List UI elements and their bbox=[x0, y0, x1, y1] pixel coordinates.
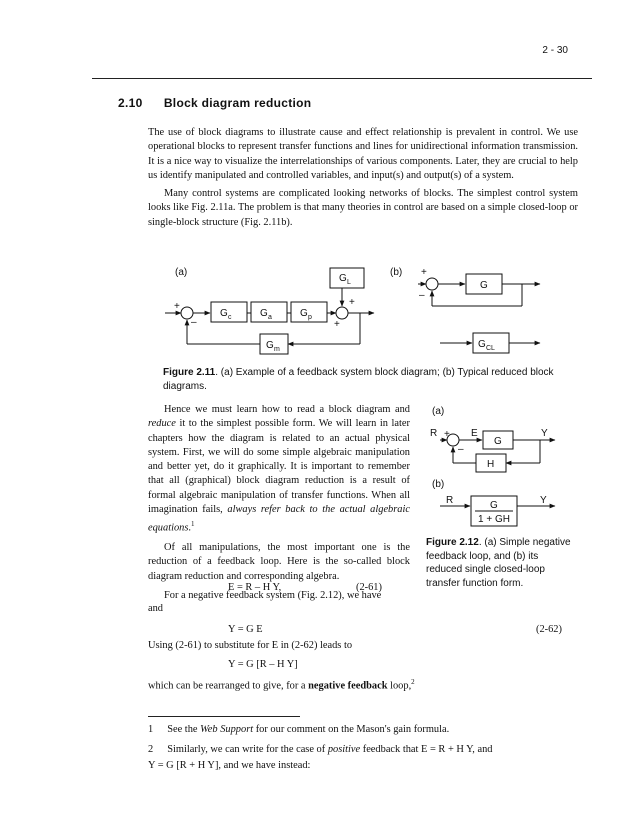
ga-sub: a bbox=[268, 314, 272, 321]
footnote-2-number: 2 bbox=[148, 744, 154, 755]
gl-label: G bbox=[339, 273, 347, 284]
intro-paragraph-2: Many control systems are complicated looking networks of blocks. The simplest control system looks like Fig. 2.11a. The problem is that many theories in control are based on a simple closed-loop or single-block structure (Fig. 2.11b). bbox=[148, 188, 578, 228]
g-label-212: G bbox=[494, 436, 502, 447]
equation-2-61-number: (2-61) bbox=[356, 582, 382, 593]
intro-text bbox=[148, 126, 578, 230]
g-label-b: G bbox=[490, 500, 498, 511]
footnote-rule bbox=[148, 716, 300, 717]
ga-label: G bbox=[260, 308, 268, 319]
footnote-1: 1 See the Web Support for our comment on the Mason's gain formula. bbox=[148, 724, 450, 735]
fig211-label-a: (a) bbox=[175, 267, 188, 278]
gm-label: G bbox=[266, 340, 274, 351]
sign-plus: + bbox=[174, 301, 180, 312]
paragraph-3: Hence we must learn how to read a block diagram and reduce it to the simplest possible form. We will learn in later chapters how the diagram is related to an actual physical system. First, we will do some simple algebraic manipulation and better yet, do it graphically. It is important to remember that all (graphical) block diagram reduction is a result of formal algebraic manipulation of transfer functions. When all imagination fails, always refer back to the actual algebraic equations.$^1$ bbox=[148, 404, 410, 534]
fig212-label-b: (b) bbox=[432, 479, 445, 490]
negative-feedback-bold: negative feedback bbox=[308, 680, 388, 692]
summing-junction-2 bbox=[336, 307, 348, 319]
footnote-2: 2 Similarly, we can write for the case of positive feedback that E = R + H Y, and Y = G [R + H Y], and we have instead: bbox=[148, 744, 493, 771]
summing-junction-b bbox=[426, 278, 438, 290]
equation-2-62-number: (2-62) bbox=[536, 624, 562, 635]
sign-plus: + bbox=[444, 429, 450, 440]
equation-2-62: Y = G E bbox=[228, 624, 263, 635]
fig212-label-a: (a) bbox=[432, 406, 445, 417]
sign-plus: + bbox=[421, 267, 427, 278]
h-label-212: H bbox=[487, 459, 495, 470]
header-rule bbox=[92, 78, 592, 79]
equation-2-61: E = R – H Y, bbox=[228, 582, 282, 593]
footnote-ref-2[interactable]: 2 bbox=[411, 678, 415, 686]
footnote-1-number: 1 bbox=[148, 724, 154, 735]
sign-plus: + bbox=[349, 297, 355, 308]
gl-sub: L bbox=[347, 279, 351, 286]
sign-minus: – bbox=[419, 290, 425, 301]
e-label: E bbox=[471, 428, 478, 439]
figure-2-12-caption bbox=[426, 536, 576, 590]
gm-sub: m bbox=[274, 346, 280, 353]
web-support-link[interactable]: Web Support bbox=[200, 724, 254, 735]
section-title: Block diagram reduction bbox=[163, 96, 312, 110]
r-label: R bbox=[430, 428, 438, 439]
g-label: G bbox=[480, 280, 488, 291]
section-number: 2.10 bbox=[118, 96, 143, 110]
paragraph-4: Of all manipulations, the most important one is the reduction of a feedback loop. Here is the so-called block diagram reduction and corresponding algebra. bbox=[148, 542, 410, 582]
fig212-caption-text: . (a) Simple negative feedback loop, and (b) its reduced single closed-loop transfer function form. bbox=[426, 537, 571, 589]
paragraph-6: Using (2-61) to substitute for E in (2-62) leads to bbox=[148, 640, 353, 651]
fig211-label-b: (b) bbox=[390, 267, 403, 278]
gc-label: G bbox=[220, 308, 228, 319]
y-label: Y bbox=[541, 428, 548, 439]
intro-paragraph-1: The use of block diagrams to illustrate cause and effect relationship is prevalent in control. We use operational blocks to represent transfer functions and lines for unidirectional information transmission. It is a nice way to visualize the interrelationships of various components. Later, they are crucial to help us identify manipulated and controlled variables, and input(s) and output(s) of a system. bbox=[148, 127, 578, 181]
figure-2-12-diagram bbox=[0, 400, 638, 535]
figure-2-11-caption bbox=[163, 366, 563, 393]
and-text: and bbox=[148, 603, 164, 614]
always-refer-emphasis: always refer back to the actual algebraic equations bbox=[148, 504, 410, 534]
figure-2-11-diagram bbox=[0, 255, 638, 365]
reduce-emphasis: reduce bbox=[148, 418, 176, 430]
footnote-2-line-2: Y = G [R + H Y], and we have instead: bbox=[148, 760, 311, 771]
gcl-sub: CL bbox=[486, 345, 495, 352]
gp-sub: p bbox=[308, 314, 312, 321]
paragraph-5: For a negative feedback system (Fig. 2.12), we have bbox=[164, 590, 382, 602]
y-label-b: Y bbox=[540, 495, 547, 506]
sign-minus: – bbox=[191, 317, 197, 328]
r-label-b: R bbox=[446, 495, 454, 506]
gcl-label: G bbox=[478, 339, 486, 350]
sign-minus: – bbox=[458, 444, 464, 455]
section-heading bbox=[118, 96, 311, 110]
equation-3: Y = G [R – H Y] bbox=[228, 659, 298, 670]
page-number: 2 - 30 bbox=[542, 45, 568, 56]
gp-label: G bbox=[300, 308, 308, 319]
sign-plus: + bbox=[334, 319, 340, 330]
gh-label: 1 + GH bbox=[478, 514, 510, 525]
footnote-ref-1[interactable]: 1 bbox=[191, 520, 195, 529]
fig211-caption-text: . (a) Example of a feedback system block diagram; (b) Typical reduced block diagrams. bbox=[163, 367, 554, 392]
gc-sub: c bbox=[228, 314, 232, 321]
fig211-caption-label: Figure 2.11 bbox=[163, 367, 216, 378]
fig212-caption-label: Figure 2.12 bbox=[426, 537, 479, 548]
paragraph-7: which can be rearranged to give, for a negative feedback loop,$^2$ bbox=[148, 678, 415, 692]
